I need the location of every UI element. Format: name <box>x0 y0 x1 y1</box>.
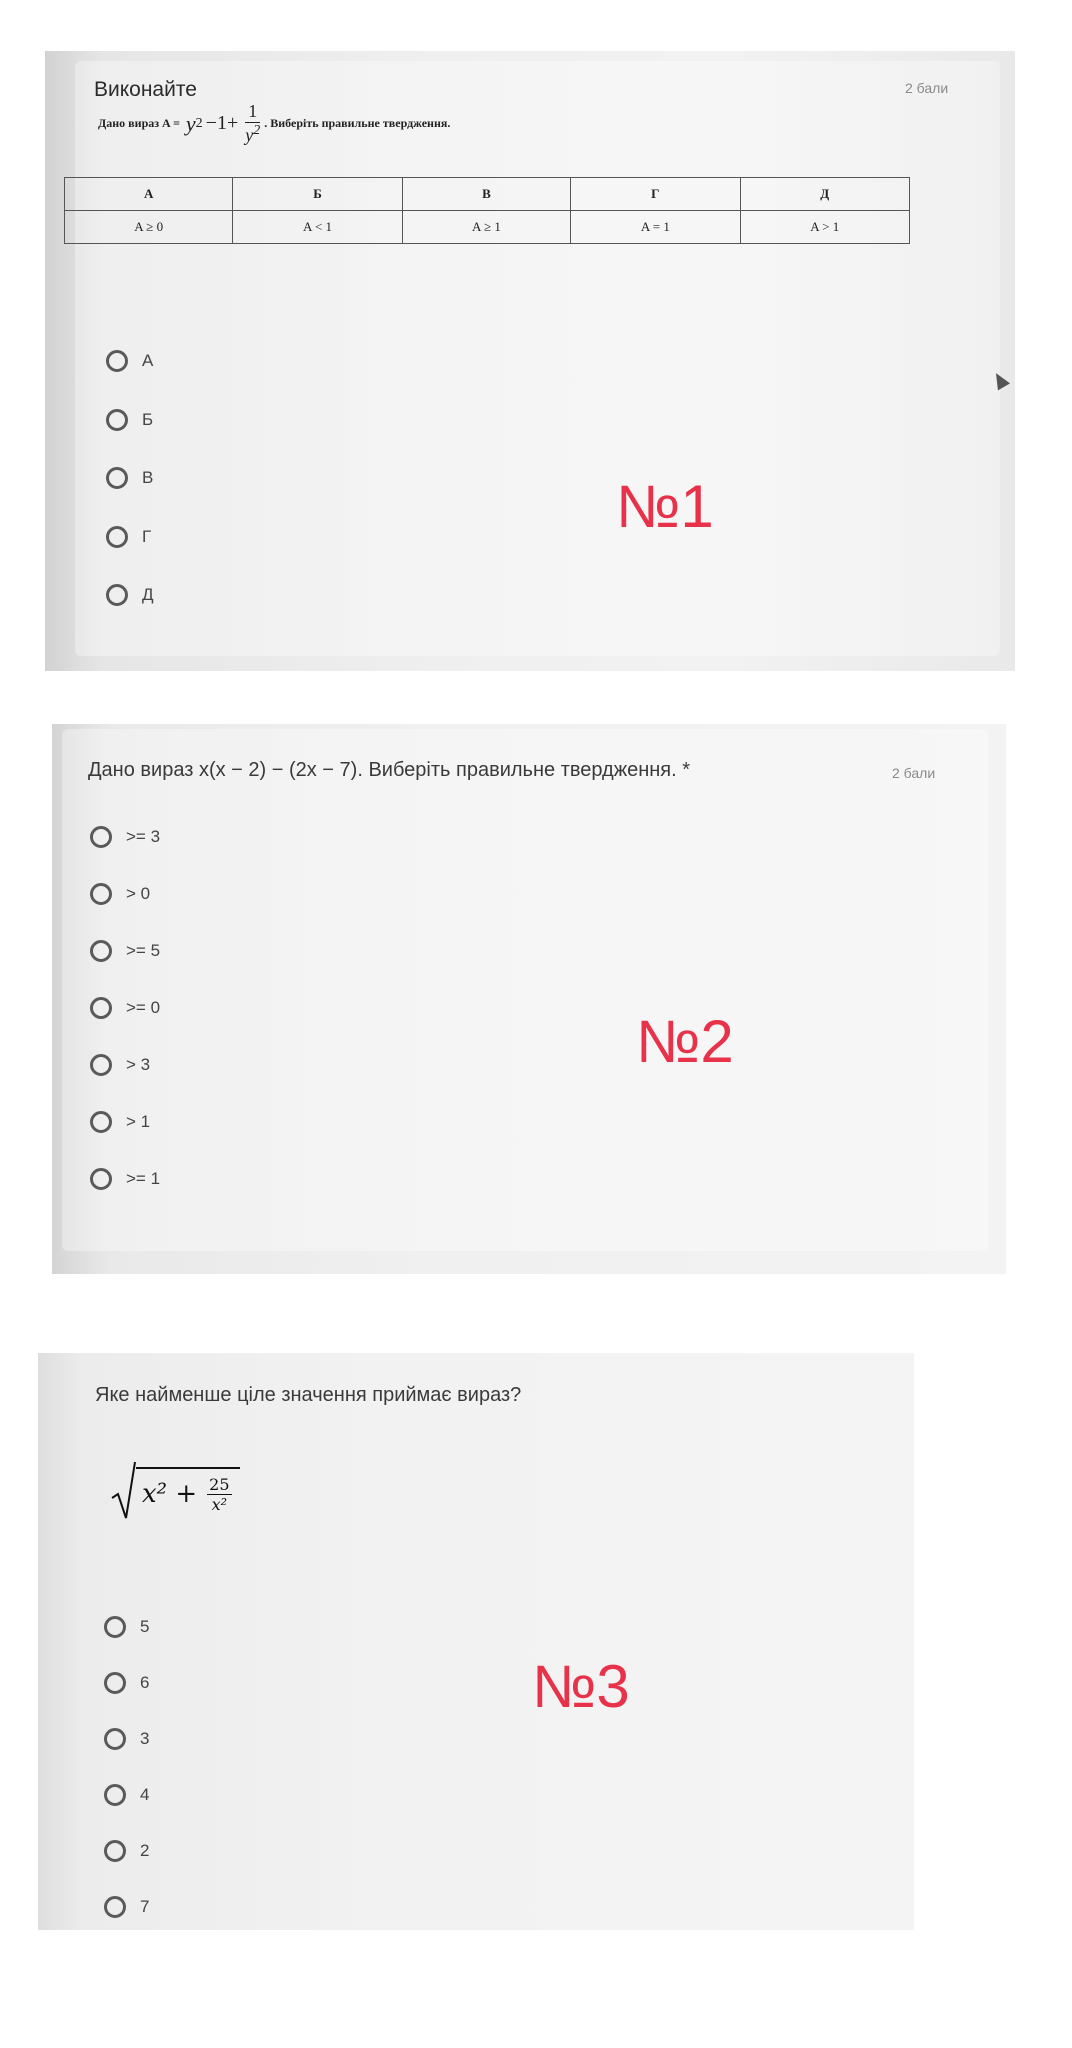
question-panel-2 <box>52 724 1006 1274</box>
option-label: 2 <box>140 1841 150 1860</box>
table-cell: A > 1 <box>740 211 909 244</box>
option-label: >= 5 <box>126 941 161 960</box>
radio-button[interactable] <box>104 1616 126 1638</box>
option-label: 5 <box>140 1617 150 1636</box>
radio-option[interactable] <box>104 1616 149 1638</box>
radio-option[interactable] <box>106 467 153 489</box>
radio-button[interactable] <box>106 584 128 606</box>
fraction-denominator-exp: 2 <box>253 123 261 138</box>
radio-button[interactable] <box>106 409 128 431</box>
option-label: 3 <box>140 1729 150 1748</box>
radio-option[interactable] <box>104 1896 149 1918</box>
radio-button[interactable] <box>104 1896 126 1918</box>
radio-button[interactable] <box>90 1168 112 1190</box>
radio-button[interactable] <box>106 467 128 489</box>
points-label: 2 бали <box>892 765 936 781</box>
radio-option[interactable] <box>90 1111 150 1133</box>
question-text: Яке найменше ціле значення приймає вираз? <box>95 1384 522 1406</box>
radio-button[interactable] <box>90 1054 112 1076</box>
question-card-2 <box>62 729 988 1251</box>
table-cell: A = 1 <box>571 211 740 244</box>
table-cell: В <box>402 178 570 211</box>
radio-button[interactable] <box>90 940 112 962</box>
radio-option[interactable] <box>104 1728 149 1750</box>
radio-button[interactable] <box>90 997 112 1019</box>
sqrt-expression <box>110 1460 240 1520</box>
radio-button[interactable] <box>104 1840 126 1862</box>
option-label: > 0 <box>126 884 151 903</box>
radio-option[interactable] <box>104 1672 149 1694</box>
answer-table <box>64 177 910 244</box>
radio-option[interactable] <box>106 409 153 431</box>
formula-fraction <box>245 101 260 146</box>
radio-button[interactable] <box>90 883 112 905</box>
option-label: Б <box>142 410 154 429</box>
question-title: Виконайте <box>94 78 197 101</box>
radio-option[interactable] <box>106 526 151 548</box>
radio-button[interactable] <box>90 1111 112 1133</box>
radio-option[interactable] <box>104 1784 149 1806</box>
radio-option[interactable] <box>106 350 153 372</box>
formula-intro: Дано вираз A = <box>98 116 180 130</box>
option-label: >= 3 <box>126 827 161 846</box>
formula-term: x² + <box>142 1479 198 1509</box>
formula-fraction <box>207 1475 231 1514</box>
option-label: А <box>142 351 154 370</box>
table-row <box>65 211 910 244</box>
formula-minus-one: −1+ <box>205 112 239 134</box>
table-cell: A ≥ 0 <box>65 211 233 244</box>
formula-y: y <box>185 110 196 136</box>
radio-option[interactable] <box>106 584 154 606</box>
option-label: >= 0 <box>126 998 161 1017</box>
question-text: Дано вираз x(x − 2) − (2x − 7). Виберіть правильне твердження. * <box>88 759 691 781</box>
radio-button[interactable] <box>104 1672 126 1694</box>
table-cell: А <box>65 178 233 211</box>
question-card-1 <box>75 61 1000 656</box>
radio-button[interactable] <box>106 526 128 548</box>
table-cell: Б <box>233 178 402 211</box>
option-label: > 1 <box>126 1112 151 1131</box>
table-header-row <box>65 178 910 211</box>
radio-option[interactable] <box>90 997 160 1019</box>
radio-option[interactable] <box>90 1168 160 1190</box>
option-label: > 3 <box>126 1055 151 1074</box>
option-label: Г <box>142 527 152 546</box>
panel-number-tag: №1 <box>616 473 714 540</box>
option-label: Д <box>142 585 154 604</box>
formula-expression <box>98 101 450 146</box>
formula-exp: 2 <box>195 115 203 131</box>
radio-option[interactable] <box>104 1840 149 1862</box>
panel-number-tag: №3 <box>532 1653 630 1720</box>
option-label: >= 1 <box>126 1169 161 1188</box>
option-label: 7 <box>140 1897 150 1916</box>
fraction-denominator: y <box>245 125 254 145</box>
radio-button[interactable] <box>104 1728 126 1750</box>
sqrt-body <box>136 1467 240 1514</box>
table-cell: Д <box>740 178 909 211</box>
panel-number-tag: №2 <box>636 1008 734 1075</box>
formula-tail: . Виберіть правильне твердження. <box>264 116 451 130</box>
radio-button[interactable] <box>90 826 112 848</box>
sqrt-icon <box>110 1460 136 1520</box>
question-panel-3 <box>38 1353 914 1930</box>
radio-button[interactable] <box>104 1784 126 1806</box>
radio-option[interactable] <box>90 1054 150 1076</box>
option-label: 6 <box>140 1673 150 1692</box>
radio-button[interactable] <box>106 350 128 372</box>
table-cell: Г <box>571 178 740 211</box>
radio-option[interactable] <box>90 883 150 905</box>
fraction-numerator: 1 <box>245 101 260 123</box>
fraction-numerator: 25 <box>209 1474 230 1494</box>
option-label: 4 <box>140 1785 150 1804</box>
radio-option[interactable] <box>90 826 160 848</box>
fraction-denominator: x² <box>211 1494 228 1514</box>
points-label: 2 бали <box>905 80 949 96</box>
table-cell: A < 1 <box>233 211 402 244</box>
option-label: В <box>142 468 154 487</box>
table-cell: A ≥ 1 <box>402 211 570 244</box>
radio-option[interactable] <box>90 940 160 962</box>
